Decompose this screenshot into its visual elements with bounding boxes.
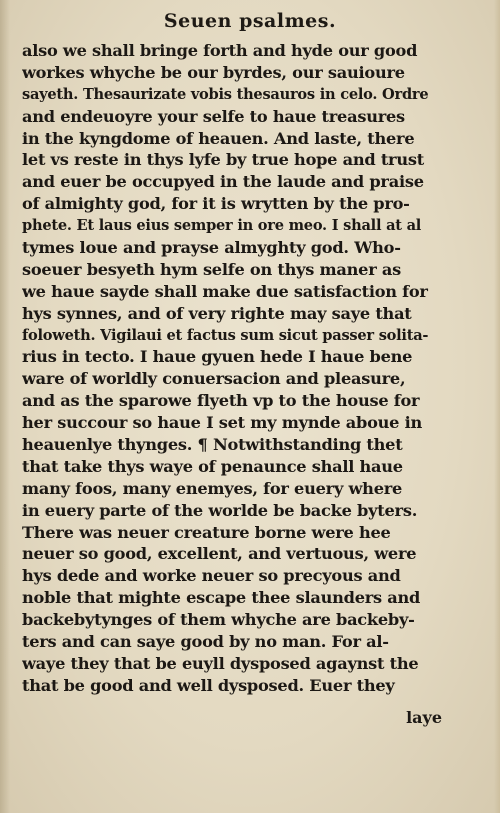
gutter-shadow xyxy=(0,0,10,813)
text-line: hys synnes, and of very righte may saye that xyxy=(22,303,412,323)
text-line: noble that mighte escape thee slaunders and xyxy=(22,588,421,608)
text-line: and as the sparowe flyeth vp to the house for xyxy=(22,391,420,411)
text-line: workes whyche be our byrdes, our sauioure xyxy=(22,62,405,82)
text-line: many foos, many enemyes, for euery where xyxy=(22,478,403,498)
text-line: hys dede and worke neuer so precyous and xyxy=(22,566,401,586)
catchword: laye xyxy=(406,708,442,727)
text-line: heauenlye thynges. ¶ Notwithstanding thet xyxy=(22,435,403,455)
text-line: her succour so haue I set my mynde aboue in xyxy=(22,413,422,433)
text-line: soeuer besyeth hym selfe on thys maner as xyxy=(22,259,401,279)
text-line: ters and can saye good by no man. For al- xyxy=(22,632,389,652)
text-line: tymes loue and prayse almyghty god. Who- xyxy=(22,238,401,258)
text-line: backebytynges of them whyche are backeby- xyxy=(22,610,415,630)
text-line: and euer be occupyed in the laude and praise xyxy=(22,172,424,192)
text-line: sayeth. Thesaurizate vobis thesauros in celo. Ordre xyxy=(22,85,429,103)
text-line: that take thys waye of penaunce shall haue xyxy=(22,456,403,476)
body-text xyxy=(22,40,452,697)
text-line: neuer so good, excellent, and vertuous, were xyxy=(22,544,417,564)
text-line: There was neuer creature borne were hee xyxy=(22,522,391,542)
text-line: we haue sayde shall make due satisfaction for xyxy=(22,281,428,301)
page-edge xyxy=(494,0,500,813)
text-line: that be good and well dysposed. Euer they xyxy=(22,675,395,695)
text-line: rius in tecto. I haue gyuen hede I haue bene xyxy=(22,347,413,367)
text-line: and endeuoyre your selfe to haue treasures xyxy=(22,106,405,126)
running-head: Seuen psalmes. xyxy=(163,10,337,32)
text-line: in the kyngdome of heauen. And laste, there xyxy=(22,128,415,148)
text-line: in euery parte of the worlde be backe byters. xyxy=(22,500,418,520)
text-line: also we shall bringe forth and hyde our good xyxy=(22,41,418,60)
text-line: waye they that be euyll dysposed agaynst the xyxy=(22,653,419,673)
text-line: of almighty god, for it is wrytten by the pro- xyxy=(22,194,410,214)
text-line: foloweth. Vigilaui et factus sum sicut passer solita- xyxy=(22,326,429,344)
text-line: let vs reste in thys lyfe by true hope and trust xyxy=(22,150,424,170)
text-line: ware of worldly conuersacion and pleasure, xyxy=(22,369,406,389)
text-line: phete. Et laus eius semper in ore meo. I shall at al xyxy=(22,217,422,235)
